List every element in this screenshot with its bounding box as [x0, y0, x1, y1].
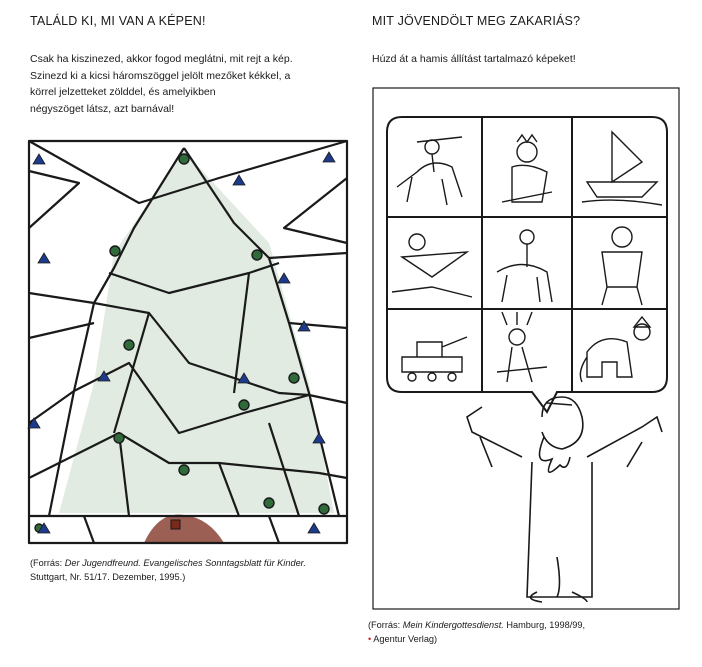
source-line: Agentur Verlag): [373, 634, 438, 644]
source-title: Der Jugendfreund. Evangelisches Sonntagsblatt für Kinder.: [64, 558, 306, 568]
brown-trunk-wash: [144, 515, 224, 543]
green-wash: [59, 151, 334, 513]
right-instruction: Húzd át a hamis állítást tartalmazó képeket!: [372, 53, 576, 65]
source-title: Mein Kindergottesdienst.: [402, 620, 504, 630]
coloring-puzzle: [19, 133, 364, 553]
instruction-line: négyszöget látsz, azt barnával!: [30, 102, 175, 115]
square-marker: [171, 520, 180, 529]
left-source: (Forrás: Der Jugendfreund. Evangelisches Sonntagsblatt für Kinder. Stuttgart, Nr. 51/17. Dezember, 1995.): [30, 558, 306, 582]
panel-sketches: [392, 132, 662, 382]
red-mark-icon: •: [368, 634, 372, 644]
right-title: MIT JÖVENDÖLT MEG ZAKARIÁS?: [372, 14, 581, 28]
right-source: (Forrás: Mein Kindergottesdienst. Hamburg, 1998/99, • Agentur Verlag): [368, 620, 586, 644]
left-title: TALÁLD KI, MI VAN A KÉPEN!: [30, 14, 206, 28]
prophet-figure: [467, 397, 662, 602]
instruction-line: Szinezd ki a kicsi háromszöggel jelölt mezőket kékkel, a: [30, 69, 291, 82]
source-line: Stuttgart, Nr. 51/17. Dezember, 1995.): [30, 572, 186, 582]
left-instructions: [30, 51, 293, 117]
instruction-line: Csak ha kiszinezed, akkor fogod meglátni, mit rejt a kép.: [30, 53, 293, 65]
prophet-illustration: [372, 87, 682, 612]
instruction-line: körrel jelzetteket zölddel, és amelyikben: [30, 86, 216, 98]
